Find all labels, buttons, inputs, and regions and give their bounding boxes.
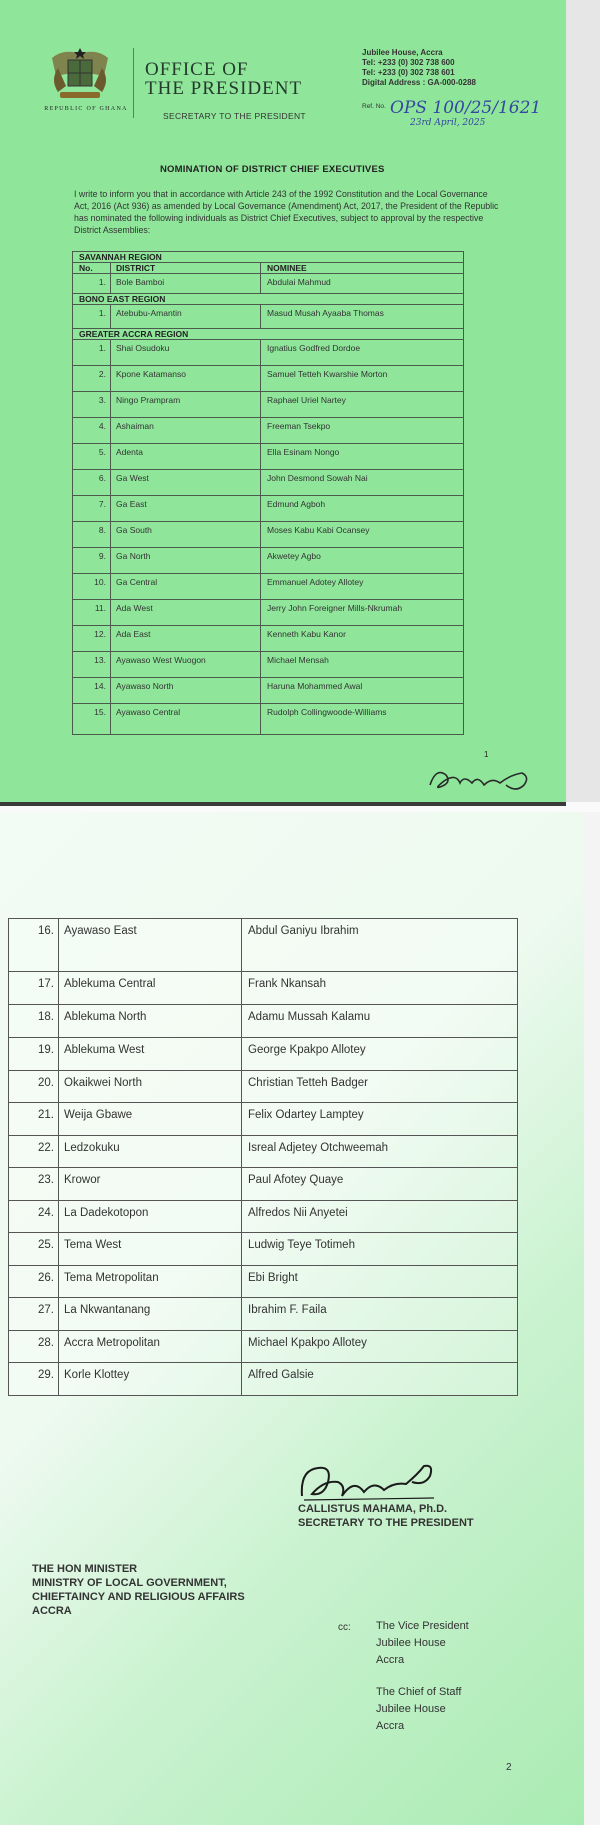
row-number: 20.	[9, 1071, 59, 1102]
column-header: NOMINEE	[267, 263, 307, 273]
district-name: Ayawaso East	[59, 919, 242, 971]
cc-recipient	[376, 1618, 469, 1669]
table-row	[73, 305, 463, 329]
secretary-header: SECRETARY TO THE PRESIDENT	[163, 111, 306, 121]
nominee-name: Akwetey Agbo	[267, 551, 321, 561]
addressee-line: MINISTRY OF LOCAL GOVERNMENT,	[32, 1577, 227, 1589]
row-number: 16.	[9, 919, 59, 971]
district-name: Ablekuma West	[59, 1038, 242, 1070]
table-row	[9, 1005, 517, 1038]
district-name: Weija Gbawe	[59, 1103, 242, 1135]
page-edge	[584, 812, 600, 1825]
district-name: Korle Klottey	[59, 1363, 242, 1395]
row-number: 11.	[73, 600, 111, 625]
region-heading: BONO EAST REGION	[73, 294, 463, 305]
row-number: 19.	[9, 1038, 59, 1070]
addressee-line: ACCRA	[32, 1605, 72, 1617]
nominee-name: Adamu Mussah Kalamu	[248, 1011, 371, 1023]
column-header: No.	[73, 263, 111, 273]
table-header-row	[73, 263, 463, 274]
district-name: Ga East	[111, 496, 261, 521]
signature	[294, 1456, 444, 1506]
row-number: 4.	[73, 418, 111, 443]
contact-line: Tel: +233 (0) 302 738 600	[362, 58, 455, 67]
nominee-name: Felix Odartey Lamptey	[248, 1109, 364, 1121]
coat-of-arms-icon	[44, 46, 116, 108]
district-name: La Nkwantanang	[59, 1298, 242, 1330]
signer-name: CALLISTUS MAHAMA, Ph.D.	[298, 1503, 448, 1515]
nominee-name: Masud Musah Ayaaba Thomas	[267, 308, 384, 318]
cc-label: cc:	[338, 1622, 351, 1633]
row-number: 6.	[73, 470, 111, 495]
row-number: 2.	[73, 366, 111, 391]
nominee-name: Paul Afotey Quaye	[248, 1174, 344, 1186]
district-name: Ga North	[111, 548, 261, 573]
nominee-name: Edmund Agboh	[267, 499, 326, 509]
table-row	[73, 418, 463, 444]
table-row	[9, 1298, 517, 1331]
letter-page-1	[0, 0, 566, 802]
column-header: DISTRICT	[111, 263, 261, 273]
nominee-name: Jerry John Foreigner Mills-Nkrumah	[267, 603, 403, 613]
row-number: 25.	[9, 1233, 59, 1265]
row-number: 1.	[73, 340, 111, 365]
letter-intro: I write to inform you that in accordance with Article 243 of the 1992 Constitution and the Local Governance Act, 2016 (Act 936) as amended by Local Governance (Amendment) Act, 2017, the President of the Republic has nominated the following individuals as District Chief Executives, subject to approval by the respective District Assemblies:	[74, 189, 499, 235]
nominees-table-page2	[8, 918, 518, 1396]
page-separator	[0, 802, 600, 812]
signer-title: SECRETARY TO THE PRESIDENT	[298, 1517, 474, 1529]
district-name: Ayawaso Central	[111, 704, 261, 734]
table-row	[9, 1201, 517, 1233]
cc-line: Accra	[376, 1654, 405, 1666]
row-number: 27.	[9, 1298, 59, 1330]
nominee-name: Ibrahim F. Faila	[248, 1304, 327, 1316]
table-row	[73, 340, 463, 366]
table-row	[73, 274, 463, 294]
contact-line: Digital Address : GA-000-0288	[362, 78, 476, 87]
table-row	[73, 392, 463, 418]
table-row	[73, 574, 463, 600]
district-name: Krowor	[59, 1168, 242, 1200]
row-number: 24.	[9, 1201, 59, 1232]
district-name: Ga South	[111, 522, 261, 547]
signature-mark	[426, 755, 536, 797]
district-name: Ada East	[111, 626, 261, 651]
cc-line: The Chief of Staff	[376, 1686, 462, 1698]
district-name: Shai Osudoku	[111, 340, 261, 365]
table-row	[9, 1168, 517, 1201]
cc-recipient	[376, 1684, 461, 1735]
row-number: 1.	[73, 305, 111, 328]
row-number: 14.	[73, 678, 111, 703]
header-divider	[133, 48, 134, 118]
table-row	[9, 1038, 517, 1071]
table-row	[73, 548, 463, 574]
cc-line: Jubilee House	[376, 1703, 446, 1715]
row-number: 3.	[73, 392, 111, 417]
table-row	[9, 919, 517, 972]
region-heading: SAVANNAH REGION	[73, 252, 463, 263]
contact-line: Tel: +233 (0) 302 738 601	[362, 68, 455, 77]
page-number: 1	[484, 750, 489, 759]
district-name: Ada West	[111, 600, 261, 625]
ref-label: Ref. No.	[362, 103, 386, 110]
signer-block	[298, 1502, 474, 1530]
district-name: Bole Bamboi	[111, 274, 261, 293]
table-row	[9, 1103, 517, 1136]
nominee-name: Frank Nkansah	[248, 978, 326, 990]
district-name: Ga Central	[111, 574, 261, 599]
table-row	[73, 522, 463, 548]
nominee-name: Moses Kabu Kabi Ocansey	[267, 525, 370, 535]
district-name: Okaikwei North	[59, 1071, 242, 1102]
region-heading: GREATER ACCRA REGION	[73, 329, 463, 340]
cc-line: Jubilee House	[376, 1637, 446, 1649]
contact-block	[362, 48, 476, 88]
nominee-name: Isreal Adjetey Otchweemah	[248, 1142, 388, 1154]
contact-line: Jubilee House, Accra	[362, 48, 443, 57]
row-number: 21.	[9, 1103, 59, 1135]
letter-date: 23rd April, 2025	[410, 118, 486, 128]
row-number: 22.	[9, 1136, 59, 1167]
letter-title: NOMINATION OF DISTRICT CHIEF EXECUTIVES	[160, 164, 385, 175]
office-title-line1: OFFICE OF	[145, 59, 249, 80]
district-name: Ningo Prampram	[111, 392, 261, 417]
nominee-name: John Desmond Sowah Nai	[267, 473, 368, 483]
nominee-name: Ebi Bright	[248, 1272, 298, 1284]
table-row	[9, 1071, 517, 1103]
row-number: 8.	[73, 522, 111, 547]
row-number: 7.	[73, 496, 111, 521]
district-name: Tema West	[59, 1233, 242, 1265]
row-number: 15.	[73, 704, 111, 734]
district-name: La Dadekotopon	[59, 1201, 242, 1232]
table-row	[73, 678, 463, 704]
row-number: 5.	[73, 444, 111, 469]
row-number: 18.	[9, 1005, 59, 1037]
nominee-name: Haruna Mohammed Awal	[267, 681, 363, 691]
ref-number: OPS 100/25/1621	[390, 98, 542, 118]
nominee-name: Ludwig Teye Totimeh	[248, 1239, 355, 1251]
cc-line: Accra	[376, 1720, 405, 1732]
nominee-name: Raphael Uriel Nartey	[267, 395, 346, 405]
nominee-name: Freeman Tsekpo	[267, 421, 331, 431]
district-name: Ga West	[111, 470, 261, 495]
district-name: Ayawaso West Wuogon	[111, 652, 261, 677]
nominee-name: Michael Mensah	[267, 655, 329, 665]
nominee-name: Samuel Tetteh Kwarshie Morton	[267, 369, 388, 379]
row-number: 29.	[9, 1363, 59, 1395]
table-row	[9, 1331, 517, 1363]
office-title	[145, 60, 302, 98]
nominee-name: Kenneth Kabu Kanor	[267, 629, 346, 639]
table-row	[73, 444, 463, 470]
nominee-name: Alfredos Nii Anyetei	[248, 1207, 348, 1219]
page-number: 2	[506, 1762, 512, 1773]
table-row	[9, 1233, 517, 1266]
nominees-table-page1	[72, 251, 464, 735]
district-name: Accra Metropolitan	[59, 1331, 242, 1362]
row-number: 12.	[73, 626, 111, 651]
nominee-name: Christian Tetteh Badger	[248, 1077, 368, 1089]
table-row	[9, 1363, 517, 1395]
table-row	[9, 1136, 517, 1168]
row-number: 1.	[73, 274, 111, 293]
page-edge	[566, 0, 600, 812]
office-title-line2: THE PRESIDENT	[145, 78, 303, 99]
row-number: 23.	[9, 1168, 59, 1200]
table-row	[73, 704, 463, 734]
nominee-name: Alfred Galsie	[248, 1369, 314, 1381]
nominee-name: Michael Kpakpo Allotey	[248, 1337, 367, 1349]
addressee-line: CHIEFTAINCY AND RELIGIOUS AFFAIRS	[32, 1591, 245, 1603]
table-row	[9, 972, 517, 1005]
table-row	[73, 366, 463, 392]
nominee-name: Abdul Ganiyu Ibrahim	[248, 925, 359, 937]
district-name: Atebubu-Amantin	[111, 305, 261, 328]
republic-of-ghana-text: REPUBLIC OF GHANA	[44, 106, 128, 112]
district-name: Adenta	[111, 444, 261, 469]
nominee-name: Ignatius Godfred Dordoe	[267, 343, 361, 353]
table-row	[73, 496, 463, 522]
row-number: 9.	[73, 548, 111, 573]
district-name: Tema Metropolitan	[59, 1266, 242, 1297]
row-number: 13.	[73, 652, 111, 677]
table-row	[9, 1266, 517, 1298]
table-row	[73, 652, 463, 678]
row-number: 28.	[9, 1331, 59, 1362]
table-row	[73, 626, 463, 652]
table-row	[73, 470, 463, 496]
cc-line: The Vice President	[376, 1620, 469, 1632]
row-number: 10.	[73, 574, 111, 599]
district-name: Ledzokuku	[59, 1136, 242, 1167]
row-number: 26.	[9, 1266, 59, 1297]
nominee-name: Rudolph Collingwoode-Williams	[267, 707, 387, 717]
addressee-block	[32, 1562, 245, 1618]
district-name: Ablekuma Central	[59, 972, 242, 1004]
district-name: Ayawaso North	[111, 678, 261, 703]
nominee-name: George Kpakpo Allotey	[248, 1044, 366, 1056]
district-name: Kpone Katamanso	[111, 366, 261, 391]
addressee-line: THE HON MINISTER	[32, 1563, 138, 1575]
district-name: Ashaiman	[111, 418, 261, 443]
nominee-name: Abdulai Mahmud	[267, 277, 331, 287]
row-number: 17.	[9, 972, 59, 1004]
nominee-name: Emmanuel Adotey Allotey	[267, 577, 364, 587]
table-row	[73, 600, 463, 626]
nominee-name: Ella Esinam Nongo	[267, 447, 340, 457]
district-name: Ablekuma North	[59, 1005, 242, 1037]
